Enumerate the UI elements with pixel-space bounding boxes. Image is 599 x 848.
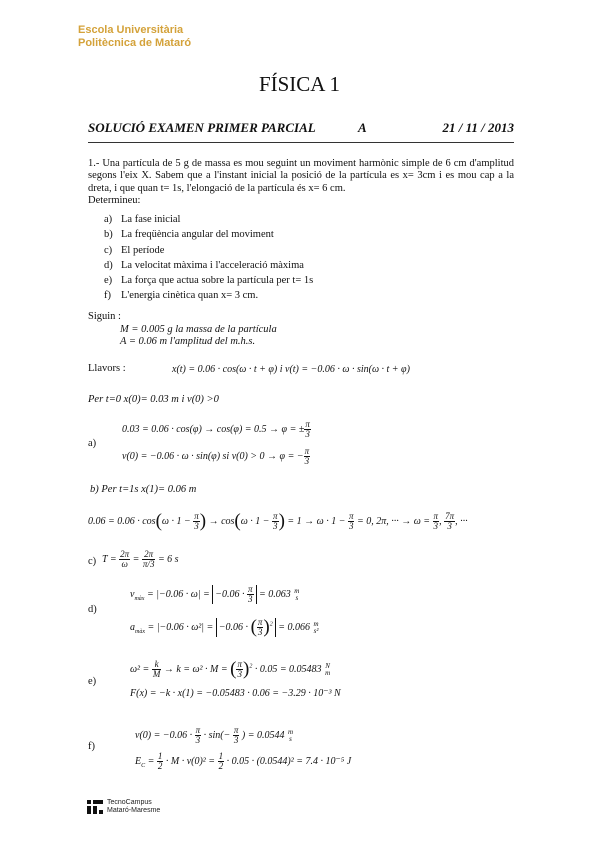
answer-a-eq1: 0.03 = 0.06 · cos(φ) → cos(φ) = 0.5 → φ = ± $\frac{\pi}{3}$ xyxy=(122,419,310,439)
answer-d-velocity: $v_{màx} = |-0.06 \cdot \omega| = -0.06$ · $\frac{\pi}{3}$ = 0.063 m s xyxy=(130,584,300,604)
list-item: c) El període xyxy=(104,244,165,256)
exam-date: 21 / 11 / 2013 xyxy=(442,120,514,135)
problem-text: 1.- Una partícula de 5 g de massa es mou seguint un moviment harmònic simple de 6 cm d'amplitud segons l'eix X. Sabem que a l'instant inicial la posició de la partícula es x= 3cm i es mou cap a la dreta, i que quan t= 1s, l'elongació de la partícula és x= 6 cm. xyxy=(88,158,514,194)
answer-e-label: e) xyxy=(88,676,97,687)
position-velocity-equation: x(t) = 0.06 · cos(ω · t + φ) i v(t) = −0.06 · ω · sin(ω · t + φ) xyxy=(172,364,410,375)
list-item: a) La fase inicial xyxy=(104,214,181,225)
answer-d-acceleration: $a_{màx} = |-0.06 \cdot \omega^2| = -0.06$ · ( $\frac{\pi}{3}$ )$^2$ = 0.066 m s² xyxy=(130,616,319,638)
list-item: d) La velocitat màxima i l'acceleració màxima xyxy=(104,259,304,271)
question-list xyxy=(104,212,313,304)
answer-f-eq1: v(0) = −0.06 · $\frac{\pi}{3}$ · sin(− $\frac{\pi}{3}$ ) = 0.0544 m s xyxy=(135,725,294,745)
answer-c-label: c) xyxy=(88,556,97,567)
list-item: e) La força que actua sobre la partícula per t= 1s xyxy=(104,275,314,287)
llavors-label: Llavors : xyxy=(88,363,126,374)
answer-e-eq1: ω² = $\frac{k}{M}$ → k = ω² · M = ( $\frac{\pi}{3}$ )$^2$ · 0.05 = 0.05483 N m xyxy=(130,658,331,680)
page-title: FÍSICA 1 xyxy=(258,72,341,96)
list-item: b) La freqüència angular del moviment xyxy=(104,229,274,241)
list-item: f) L'energia cinètica quan x= 3 cm. xyxy=(104,290,259,302)
mass-line: M = 0.005 g la massa de la partícula xyxy=(120,324,277,335)
determine-label: Determineu: xyxy=(88,195,141,207)
answer-c-eq: T = $\frac{2\pi}{\omega}$ = $\frac{2\pi}{\pi/3}$ = 6 s xyxy=(102,549,179,569)
answer-e-eq2: F(x) = −k · x(1) = −0.05483 · 0.06 = −3.29 · 10⁻³ N xyxy=(130,688,341,699)
problem-statement xyxy=(88,158,514,208)
footer-brand xyxy=(107,799,160,815)
footer-line2: Mataró-Maresme xyxy=(107,807,161,814)
school-name-line1: Escola Universitària xyxy=(78,24,184,36)
siguin-label: Siguin : xyxy=(88,311,121,322)
answer-f-label: f) xyxy=(88,741,95,752)
answer-a-label: a) xyxy=(88,438,97,449)
answer-a-eq2: v(0) = −0.06 · ω · sin(φ) si v(0) > 0 → φ = − $\frac{\pi}{3}$ xyxy=(122,446,310,466)
answer-b-label: b) Per t=1s x(1)= 0.06 m xyxy=(90,484,197,495)
exam-model: A xyxy=(358,120,367,135)
footer-line1: TecnoCampus xyxy=(107,799,152,806)
exam-title: SOLUCIÓ EXAMEN PRIMER PARCIAL xyxy=(88,120,316,135)
header-divider xyxy=(88,142,514,143)
school-name-line2: Politècnica de Mataró xyxy=(78,37,192,49)
school-name xyxy=(78,24,191,50)
answer-d-label: d) xyxy=(88,604,97,615)
amplitude-line: A = 0.06 m l'amplitud del m.h.s. xyxy=(120,336,256,347)
initial-conditions: Per t=0 x(0)= 0.03 m i v(0) >0 xyxy=(88,394,219,405)
answer-f-eq2: $E_C$ = $\frac{1}{2}$ · M · v(0)² = $\frac{1}{2}$ · 0.05 · (0.0544)² = 7.4 · 10⁻⁵ J xyxy=(135,751,352,771)
answer-b-eq: 0.06 = 0.06 · cos(ω · 1 − $\frac{\pi}{3}$ ) → cos(ω · 1 − $\frac{\pi}{3}$ ) = 1 → ω · 1 − $\frac{\pi}{3}$ = 0, 2π, ··· → ω = $\frac{\pi}{3}$ , $\frac{7\pi}{3}$ , ··· xyxy=(88,510,468,532)
tecnocampus-logo-icon xyxy=(87,800,103,819)
